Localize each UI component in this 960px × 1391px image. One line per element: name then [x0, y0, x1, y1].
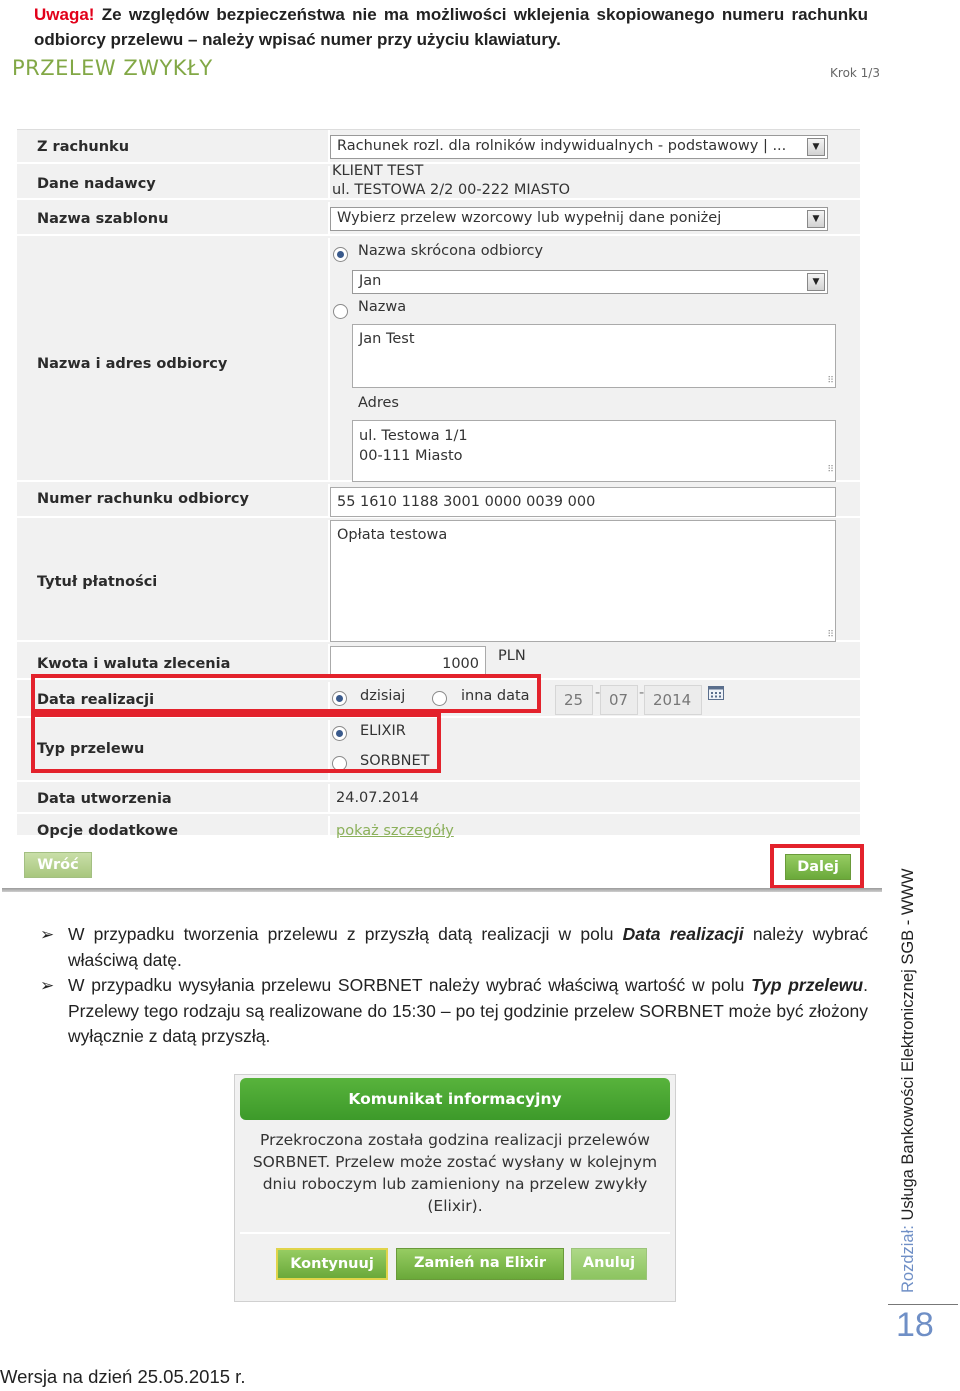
currency-label: PLN: [498, 648, 526, 664]
template-select[interactable]: [330, 207, 828, 231]
row-created-date: [17, 784, 860, 814]
back-button[interactable]: Wróć: [24, 852, 92, 878]
highlight-transfer-type: [31, 713, 441, 773]
recipient-label: Nazwa i adres odbiorcy: [37, 356, 228, 372]
template-value: Wybierz przelew wzorcowy lub wypełnij dane poniżej: [337, 210, 722, 226]
radio-name[interactable]: [333, 304, 348, 319]
address-line-1: ul. Testowa 1/1: [359, 428, 468, 444]
bullet-list: [40, 922, 868, 1050]
date-year-input[interactable]: [644, 685, 702, 715]
form-title: PRZELEW ZWYKŁY: [12, 56, 213, 80]
step-indicator: Krok 1/3: [830, 66, 880, 80]
row-title: [17, 520, 860, 642]
sorbnet-label: SORBNET: [360, 753, 430, 769]
cancel-button[interactable]: Anuluj: [571, 1248, 647, 1280]
warning-text: Ze względów bezpieczeństwa nie ma możliwości wklejenia skopiowanego numeru rachunku odbiorcy przelewu – należy wpisać numer przy użyciu klawiatury.: [34, 5, 868, 49]
row-account-number: [17, 484, 860, 518]
execution-date-label: Data realizacji: [37, 692, 155, 708]
bullet-item: [40, 922, 868, 973]
side-divider: [888, 1304, 958, 1305]
address-label: Adres: [358, 395, 399, 411]
dialog-title: Komunikat informacyjny: [240, 1078, 670, 1120]
resize-grip-icon: ⠿: [827, 465, 833, 475]
account-number-input[interactable]: [330, 487, 836, 517]
from-account-select[interactable]: [330, 135, 828, 159]
chevron-down-icon: ▼: [807, 210, 825, 228]
sender-label: Dane nadawcy: [37, 176, 156, 192]
date-day-input[interactable]: [555, 685, 593, 715]
row-template: [17, 202, 860, 236]
date-separator: -: [595, 685, 601, 701]
sender-line-1: KLIENT TEST: [332, 163, 424, 179]
options-label: Opcje dodatkowe: [37, 823, 179, 839]
short-name-select[interactable]: [352, 270, 828, 294]
date-day-value: 25: [564, 691, 584, 709]
date-separator: -: [639, 685, 645, 701]
resize-grip-icon: ⠿: [827, 376, 833, 386]
row-recipient: [17, 238, 860, 482]
today-label: dzisiaj: [360, 688, 406, 704]
chevron-down-icon: ▼: [807, 138, 825, 156]
show-details-link[interactable]: pokaż szczegóły: [336, 823, 454, 839]
date-year-value: 2014: [653, 691, 692, 709]
row-options: [17, 816, 860, 848]
bullet-1-post: należy wybrać właściwą datę.: [68, 924, 868, 970]
from-account-value: Rachunek rozl. dla rolników indywidualnych - podstawowy | ...: [337, 138, 787, 154]
other-date-label: inna data: [461, 688, 530, 704]
short-name-value: Jan: [359, 273, 382, 289]
screenshot-bottom-rule: [2, 888, 882, 892]
warning-paragraph: [34, 2, 868, 52]
dialog-button-bar: [240, 1232, 670, 1300]
date-month-value: 07: [609, 691, 629, 709]
address-textarea[interactable]: [352, 420, 836, 482]
bullet-2-pre: W przypadku wysyłania przelewu SORBNET należy wybrać właściwą wartość w polu: [68, 975, 752, 995]
page-number: 18: [896, 1306, 934, 1344]
address-line-2: 00-111 Miasto: [359, 448, 463, 464]
created-date-label: Data utworzenia: [37, 791, 172, 807]
row-sender: [17, 163, 860, 200]
arrow-bullet-icon: ➢: [40, 925, 55, 944]
convert-to-elixir-button[interactable]: Zamień na Elixir: [396, 1248, 564, 1280]
warning-prefix: Uwaga!: [34, 5, 95, 24]
bullet-2-post: . Przelewy tego rodzaju są realizowane do 15:30 – po tej godzinie przelew SORBNET może być złożony wyłącznie z datą przyszłą.: [68, 975, 868, 1046]
calendar-icon[interactable]: [708, 686, 724, 700]
account-number-label: Numer rachunku odbiorcy: [37, 491, 249, 507]
from-account-label: Z rachunku: [37, 139, 130, 155]
resize-grip-icon: ⠿: [827, 630, 833, 640]
next-button[interactable]: Dalej: [785, 854, 851, 880]
date-month-input[interactable]: [600, 685, 638, 715]
info-dialog: [234, 1074, 676, 1302]
chevron-down-icon: ▼: [807, 273, 825, 291]
version-footer: Wersja na dzień 25.05.2015 r.: [0, 1366, 246, 1387]
title-textarea[interactable]: [330, 520, 836, 642]
chapter-prefix: Rozdział:: [899, 1220, 917, 1293]
amount-value: 1000: [442, 656, 479, 672]
amount-label: Kwota i waluta zlecenia: [37, 656, 231, 672]
bullet-item: [40, 973, 868, 1050]
bullet-1-pre: W przypadku tworzenia przelewu z przyszłą datą realizacji w polu: [68, 924, 623, 944]
template-label: Nazwa szablonu: [37, 211, 169, 227]
name-value: Jan Test: [359, 331, 415, 347]
elixir-label: ELIXIR: [360, 723, 406, 739]
title-value: Opłata testowa: [337, 527, 448, 543]
bullet-2-emphasis: Typ przelewu: [751, 975, 864, 995]
continue-button[interactable]: Kontynuuj: [276, 1248, 388, 1280]
highlight-execution-date: [31, 674, 541, 713]
arrow-bullet-icon: ➢: [40, 976, 55, 995]
name-label: Nazwa: [358, 299, 407, 315]
bullet-1-emphasis: Data realizacji: [622, 924, 744, 944]
created-date-value: 24.07.2014: [336, 790, 420, 806]
transfer-type-label: Typ przelewu: [37, 741, 145, 757]
transfer-form-screenshot: [2, 54, 882, 894]
radio-short-name[interactable]: [333, 247, 348, 262]
row-from-account: [17, 130, 860, 164]
sender-line-2: ul. TESTOWA 2/2 00-222 MIASTO: [332, 182, 571, 198]
dialog-message: Przekroczona została godzina realizacji przelewów SORBNET. Przelew może zostać wysłany w kolejnym dniu roboczym lub zamieniony na przelew zwykły (Elixir).: [252, 1131, 658, 1215]
chapter-label: [899, 868, 918, 1293]
title-label: Tytuł płatności: [37, 574, 158, 590]
short-name-label: Nazwa skrócona odbiorcy: [358, 243, 544, 259]
account-number-value: 55 1610 1188 3001 0000 0039 000: [337, 494, 596, 510]
name-textarea[interactable]: [352, 324, 836, 388]
chapter-title: Usługa Bankowości Elektronicznej SGB - WWW: [899, 868, 917, 1221]
